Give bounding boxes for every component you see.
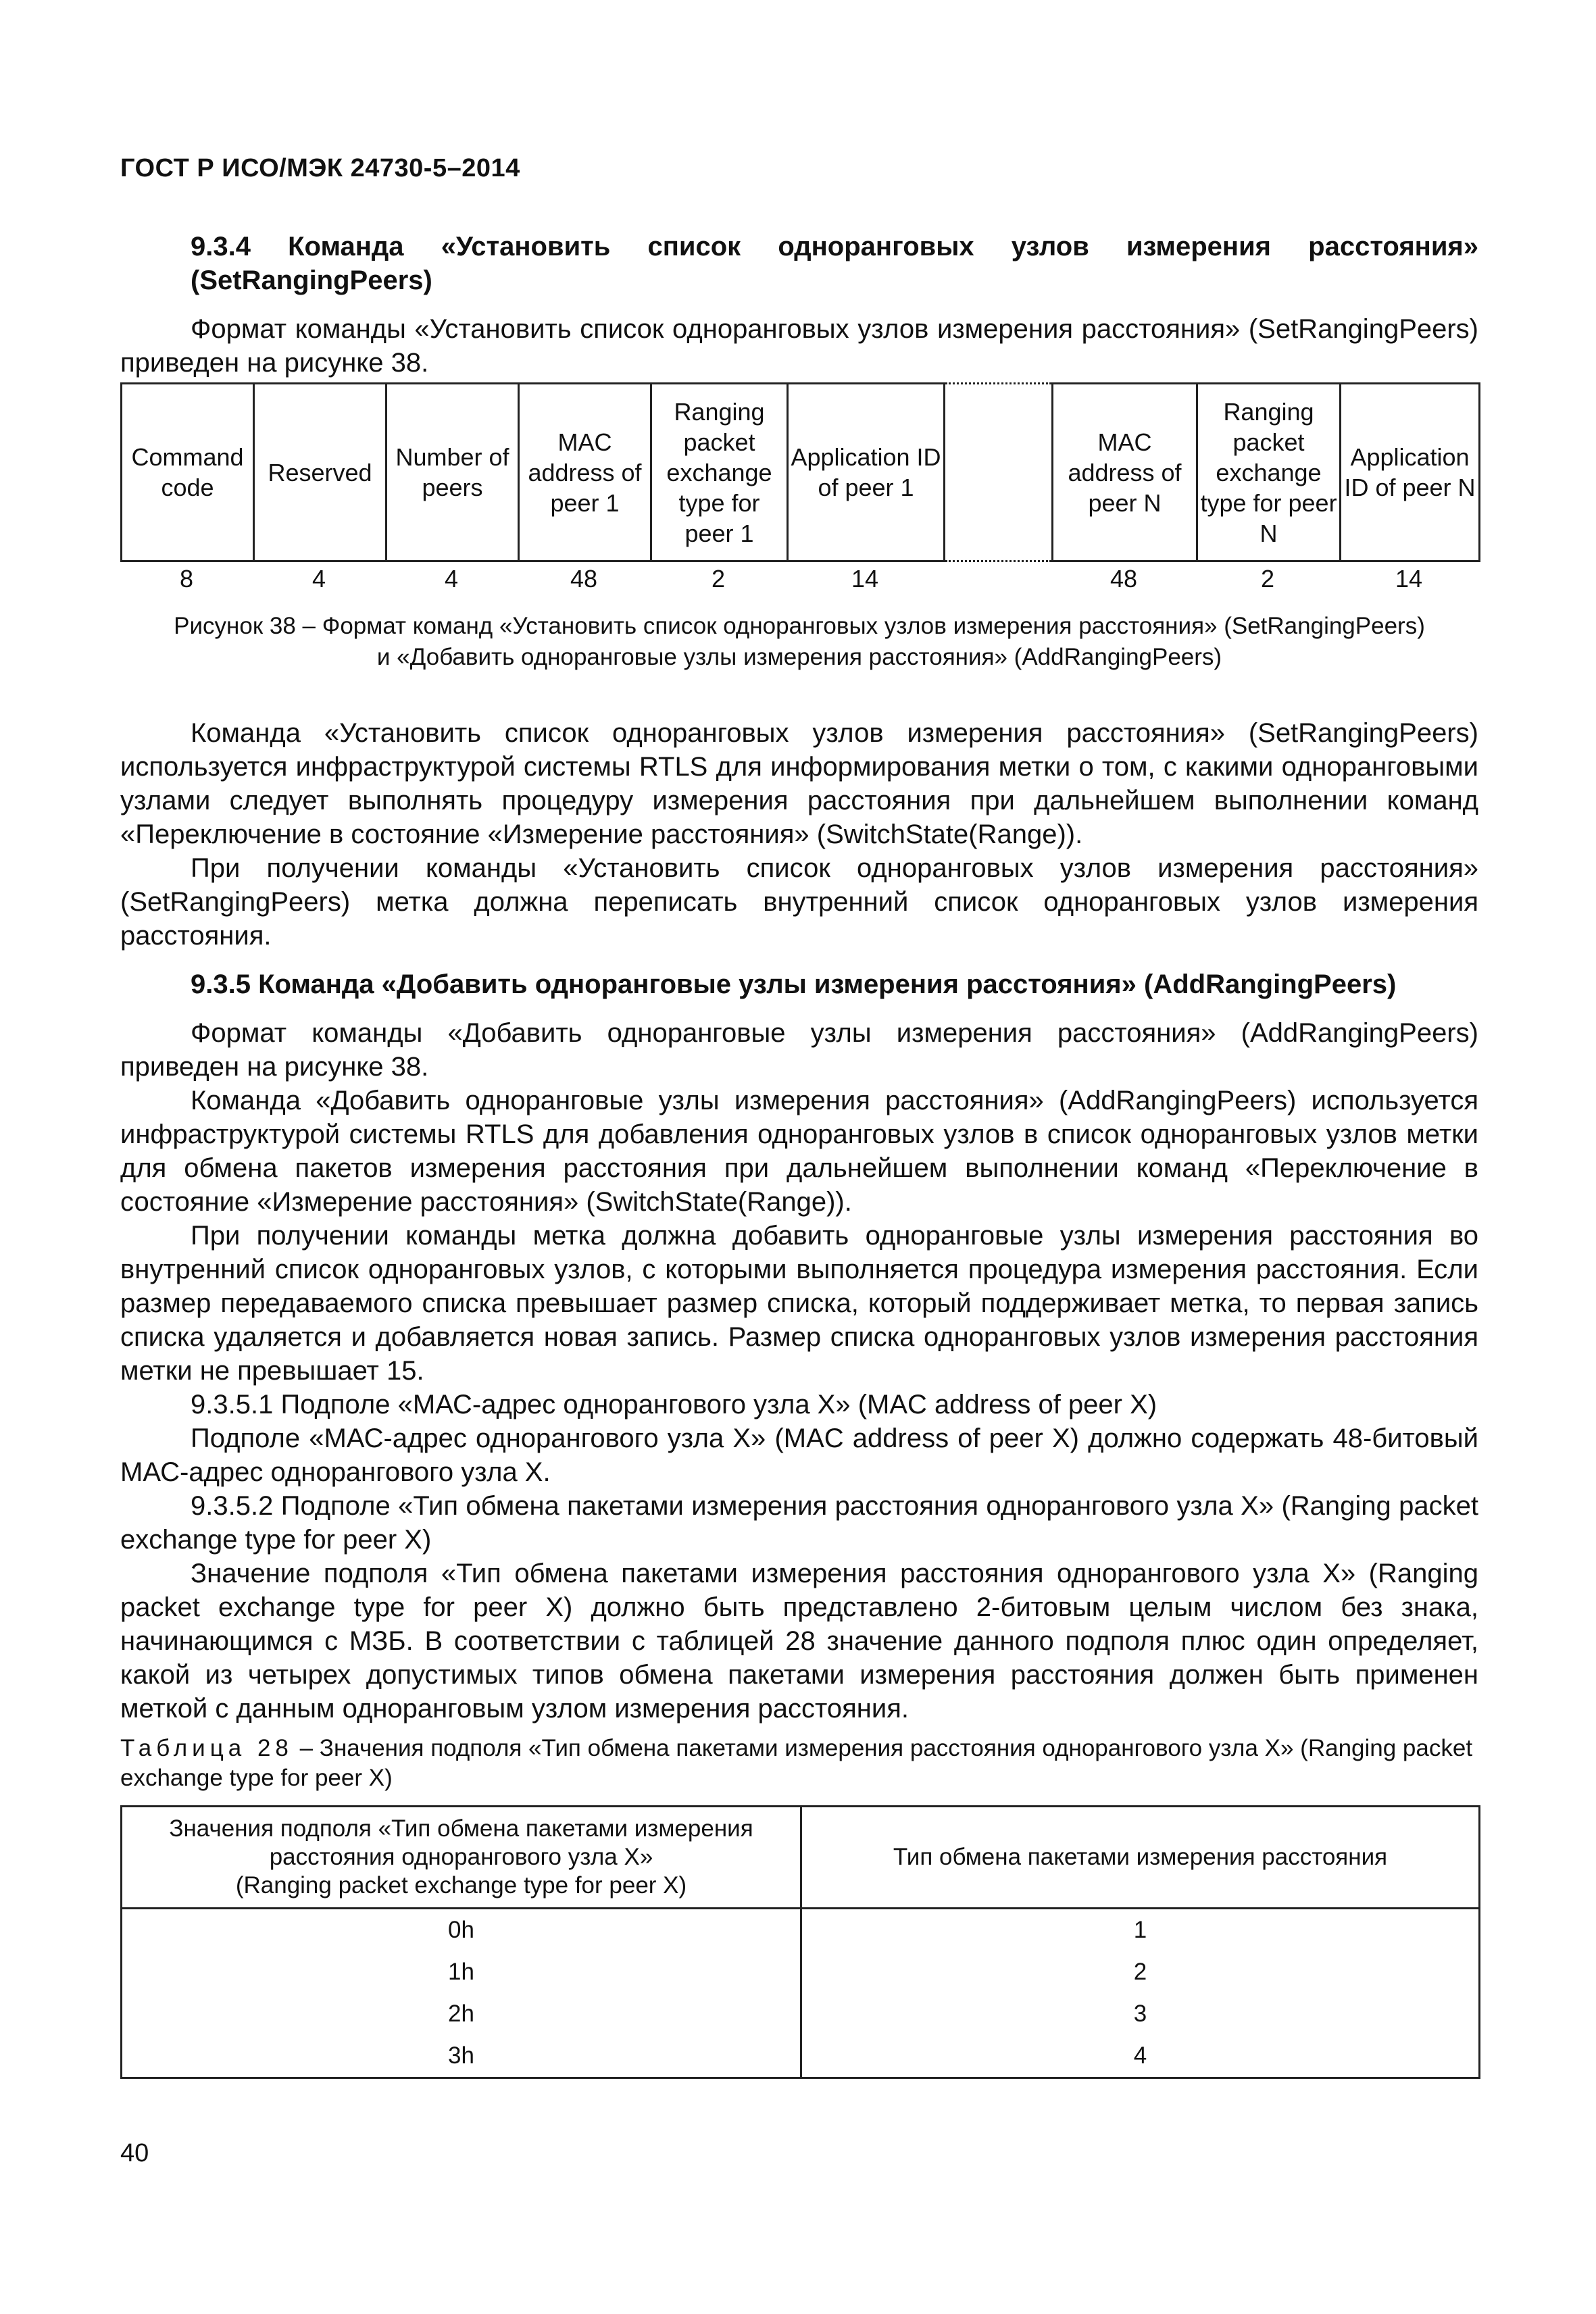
ellipsis-field-cell xyxy=(945,384,1053,561)
table-28 xyxy=(120,1805,1480,2079)
bit-size xyxy=(943,563,1051,595)
caption-line: и «Добавить одноранговые узлы измерения расстояния» (AddRangingPeers) xyxy=(376,644,1222,670)
paragraph: Команда «Добавить одноранговые узлы измерения расстояния» (AddRangingPeers) используется инфраструктурой системы RTLS для добавления одноранговых узлов в список одноранговых узлов метки для обмена пакетов измерения расстояния при дальнейшем выполнении команд «Переключение в состояние «Измерение расстояния» (SwitchState(Range)). xyxy=(120,1086,1478,1217)
section-9-3-4-heading: 9.3.4 Команда «Установить список одноранговых узлов измерения расстояния» (SetRangingPeers) xyxy=(191,232,1478,295)
paragraph: При получении команды «Установить список одноранговых узлов измерения расстояния» (SetRangingPeers) метка должна переписать внутренний список одноранговых узлов измерения расстояния. xyxy=(120,853,1478,951)
bit-size: 14 xyxy=(851,565,879,593)
field-cell: Reserved xyxy=(254,384,386,561)
figure-38-caption xyxy=(120,611,1478,673)
figure-38-field-table xyxy=(120,382,1480,562)
table-28-title xyxy=(120,1734,1478,1793)
field-cell: Ranging packet exchange type for peer N xyxy=(1197,384,1341,561)
cell-type: 3 xyxy=(801,1993,1480,2035)
cell-value: 0h xyxy=(122,1909,801,1952)
field-cell: Number of peers xyxy=(386,384,519,561)
figure-38-field-row xyxy=(122,384,1480,561)
table-28-title-text: – Значения подполя «Тип обмена пакетами измерения расстояния однорангового узла X» (Ranging packet exchange type for peer X) xyxy=(120,1735,1473,1791)
field-cell: MAC address of peer N xyxy=(1053,384,1197,561)
bit-size: 4 xyxy=(444,565,459,593)
cell-type: 2 xyxy=(801,1951,1480,1993)
header-line: Значения подполя «Тип обмена пакетами измерения xyxy=(169,1815,753,1842)
paragraph: Команда «Установить список одноранговых узлов измерения расстояния» (SetRangingPeers) используется инфраструктурой системы RTLS для информирования метки о том, с какими одноранговыми узлами следует выполнять процедуру измерения расстояния при дальнейшем выполнении команд «Переключение в состояние «Измерение расстояния» (SwitchState(Range)). xyxy=(120,718,1478,849)
table-row xyxy=(122,1993,1480,2035)
header-line: (Ranging packet exchange type for peer X) xyxy=(235,1872,687,1898)
cell-value: 3h xyxy=(122,2035,801,2078)
cell-value: 1h xyxy=(122,1951,801,1993)
header-line: расстояния однорангового узла X» xyxy=(269,1844,653,1870)
table-28-label: Таблица 28 xyxy=(120,1735,293,1761)
bit-size: 4 xyxy=(311,565,326,593)
paragraph: При получении команды метка должна добавить одноранговые узлы измерения расстояния во внутренний список одноранговых узлов, с которыми выполняется процедура измерения расстояния. Если размер передаваемого списка превышает размер списка, который поддерживает метка, то первая запись списка удаляется и добавляется новая запись. Размер списка одноранговых узлов измерения расстояния метки не превышает 15. xyxy=(120,1221,1478,1386)
field-cell: Command code xyxy=(122,384,254,561)
column-header-exchange-type: Тип обмена пакетами измерения расстояния xyxy=(801,1807,1480,1909)
field-cell: Application ID of peer N xyxy=(1341,384,1480,561)
paragraph: Формат команды «Добавить одноранговые узлы измерения расстояния» (AddRangingPeers) приведен на рисунке 38. xyxy=(120,1018,1478,1082)
standard-header: ГОСТ Р ИСО/МЭК 24730-5–2014 xyxy=(120,154,520,182)
field-cell: Ranging packet exchange type for peer 1 xyxy=(651,384,788,561)
field-cell: MAC address of peer 1 xyxy=(519,384,651,561)
subsection-9-3-5-2-heading: 9.3.5.2 Подполе «Тип обмена пакетами измерения расстояния однорангового узла X» (Ranging packet exchange type for peer X) xyxy=(120,1491,1478,1555)
field-cell: Application ID of peer 1 xyxy=(788,384,945,561)
section-9-3-4-intro: Формат команды «Установить список одноранговых узлов измерения расстояния» (SetRangingPeers) приведен на рисунке 38. xyxy=(120,314,1478,378)
cell-value: 2h xyxy=(122,1993,801,2035)
bit-size: 2 xyxy=(1260,565,1275,593)
subsection-9-3-5-1-heading: 9.3.5.1 Подполе «МАС-адрес однорангового узла X» (MAC address of peer X) xyxy=(191,1390,1157,1419)
figure-38-bit-sizes xyxy=(120,563,1478,595)
column-header-subfield-values xyxy=(122,1807,801,1909)
cell-type: 1 xyxy=(801,1909,1480,1952)
bit-size: 8 xyxy=(179,565,194,593)
bit-size: 48 xyxy=(570,565,598,593)
page-content xyxy=(120,230,1478,2079)
section-9-3-5-heading: 9.3.5 Команда «Добавить одноранговые узлы измерения расстояния» (AddRangingPeers) xyxy=(191,970,1397,999)
table-row xyxy=(122,1909,1480,1952)
bit-size: 48 xyxy=(1109,565,1138,593)
page-number: 40 xyxy=(120,2139,149,2167)
caption-line: Рисунок 38 – Формат команд «Установить список одноранговых узлов измерения расстояния» (SetRangingPeers) xyxy=(174,613,1425,639)
bit-size: 14 xyxy=(1395,565,1423,593)
bit-size: 2 xyxy=(711,565,726,593)
paragraph: Подполе «МАС-адрес однорангового узла X» (MAC address of peer X) должно содержать 48-битовый МАС-адрес однорангового узла X. xyxy=(120,1424,1478,1487)
paragraph: Значение подполя «Тип обмена пакетами измерения расстояния однорангового узла X» (Ranging packet exchange type for peer X) должно быть представлено 2-битовым целым числом без знака, начинающимся с МЗБ. В соответствии с таблицей 28 значение данного подполя плюс один определяет, какой из четырех допустимых типов обмена пакетами измерения расстояния должен быть применен меткой с данным одноранговым узлом измерения расстояния. xyxy=(120,1559,1478,1724)
table-row xyxy=(122,2035,1480,2078)
table-header-row xyxy=(122,1807,1480,1909)
table-row xyxy=(122,1951,1480,1993)
cell-type: 4 xyxy=(801,2035,1480,2078)
